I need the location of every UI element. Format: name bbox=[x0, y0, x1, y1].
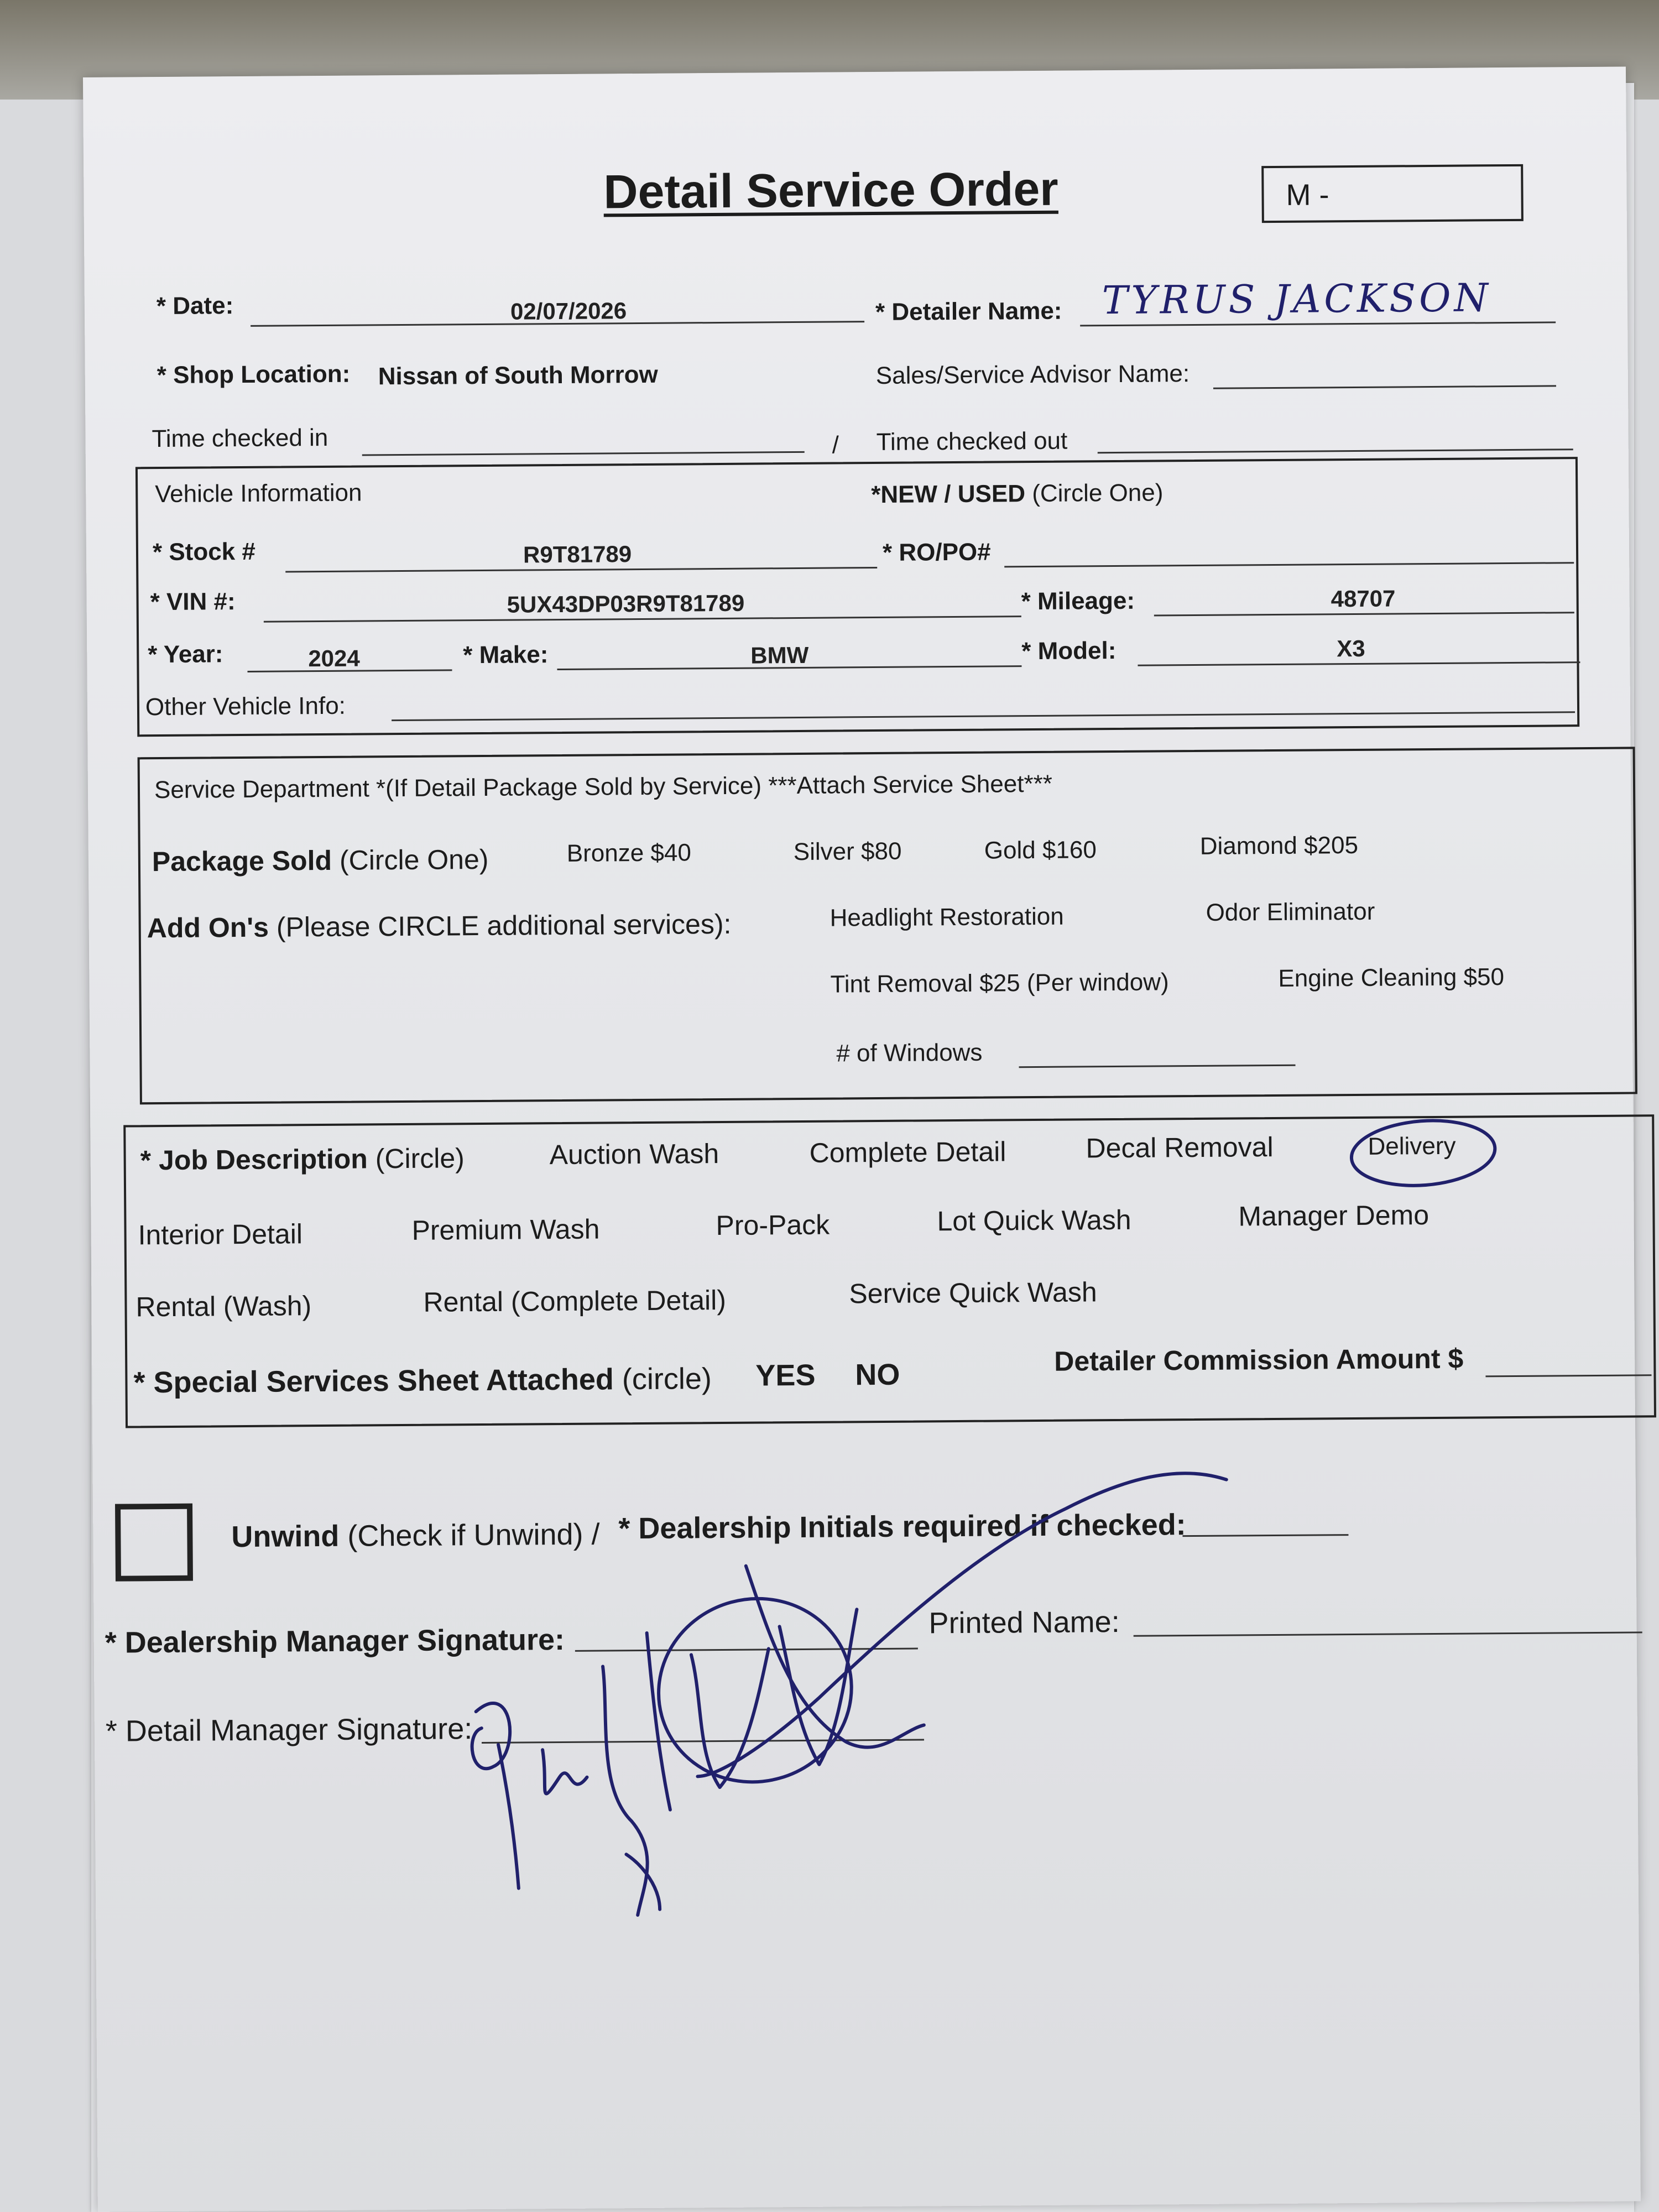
make-value: BMW bbox=[750, 641, 809, 669]
signature-scribble bbox=[458, 1463, 1235, 1966]
package-bronze[interactable]: Bronze $40 bbox=[566, 839, 692, 867]
make-label: * Make: bbox=[463, 641, 549, 669]
special-services-bold: * Special Services Sheet Attached bbox=[133, 1363, 614, 1400]
year-value: 2024 bbox=[308, 645, 360, 672]
job-complete-detail[interactable]: Complete Detail bbox=[809, 1136, 1006, 1168]
job-interior-detail[interactable]: Interior Detail bbox=[138, 1218, 303, 1251]
date-value: 02/07/2026 bbox=[510, 298, 627, 325]
job-label-bold: * Job Description bbox=[140, 1143, 368, 1176]
year-label: * Year: bbox=[148, 640, 223, 669]
date-label: * Date: bbox=[156, 292, 234, 320]
mileage-value: 48707 bbox=[1331, 585, 1396, 612]
job-lot-quick-wash[interactable]: Lot Quick Wash bbox=[937, 1204, 1131, 1237]
special-no[interactable]: NO bbox=[855, 1358, 900, 1392]
order-number-box[interactable] bbox=[1261, 164, 1524, 223]
job-label bbox=[140, 1142, 465, 1176]
time-in-label: Time checked in bbox=[152, 424, 328, 453]
package-label bbox=[152, 843, 489, 878]
addon-odor[interactable]: Odor Eliminator bbox=[1206, 898, 1375, 926]
other-vehicle-label: Other Vehicle Info: bbox=[145, 692, 346, 721]
job-premium-wash[interactable]: Premium Wash bbox=[411, 1213, 600, 1246]
delivery-circle-mark bbox=[1345, 1113, 1501, 1191]
unwind-checkbox[interactable] bbox=[115, 1504, 193, 1582]
vin-label: * VIN #: bbox=[150, 588, 236, 616]
addon-headlight[interactable]: Headlight Restoration bbox=[830, 902, 1064, 932]
detailer-label: * Detailer Name: bbox=[875, 297, 1062, 326]
time-out-label: Time checked out bbox=[876, 427, 1068, 456]
shop-location-label: * Shop Location: bbox=[156, 360, 351, 389]
job-auction-wash[interactable]: Auction Wash bbox=[549, 1138, 719, 1171]
vehicle-section-label: Vehicle Information bbox=[155, 479, 362, 508]
package-silver[interactable]: Silver $80 bbox=[793, 837, 902, 866]
order-number-prefix: M - bbox=[1286, 178, 1329, 212]
printed-name-label: Printed Name: bbox=[928, 1605, 1120, 1640]
new-used-label: *NEW / USED bbox=[871, 480, 1026, 509]
job-decal-removal[interactable]: Decal Removal bbox=[1086, 1131, 1274, 1164]
job-service-quick-wash[interactable]: Service Quick Wash bbox=[849, 1276, 1097, 1310]
package-label-note: (Circle One) bbox=[339, 843, 489, 876]
new-used-note: (Circle One) bbox=[1032, 479, 1164, 508]
detailer-handwritten: TYRUS JACKSON bbox=[1102, 275, 1492, 324]
mileage-label: * Mileage: bbox=[1021, 587, 1135, 615]
ro-label: * RO/PO# bbox=[882, 538, 991, 566]
job-rental-complete[interactable]: Rental (Complete Detail) bbox=[423, 1284, 727, 1318]
job-rental-wash[interactable]: Rental (Wash) bbox=[135, 1290, 312, 1323]
package-label-bold: Package Sold bbox=[152, 844, 332, 878]
addon-tint[interactable]: Tint Removal $25 (Per window) bbox=[830, 968, 1169, 998]
addons-label bbox=[147, 908, 732, 944]
advisor-line[interactable] bbox=[1213, 385, 1556, 389]
job-manager-demo[interactable]: Manager Demo bbox=[1238, 1199, 1430, 1232]
time-in-line[interactable] bbox=[362, 451, 805, 456]
special-yes[interactable]: YES bbox=[755, 1358, 816, 1392]
vin-value: 5UX43DP03R9T81789 bbox=[507, 589, 745, 618]
package-gold[interactable]: Gold $160 bbox=[984, 836, 1097, 864]
time-out-line[interactable] bbox=[1098, 448, 1573, 453]
model-value: X3 bbox=[1337, 635, 1365, 662]
addons-label-note: (Please CIRCLE additional services): bbox=[276, 908, 732, 943]
unwind-note: (Check if Unwind) / bbox=[347, 1517, 600, 1553]
commission-label: Detailer Commission Amount $ bbox=[1054, 1343, 1464, 1377]
stock-value: R9T81789 bbox=[523, 541, 632, 568]
model-label: * Model: bbox=[1021, 637, 1117, 665]
job-pro-pack[interactable]: Pro-Pack bbox=[716, 1209, 830, 1241]
job-label-note: (Circle) bbox=[375, 1142, 465, 1175]
service-header: Service Department *(If Detail Package Sold by Service) ***Attach Service Sheet*** bbox=[154, 770, 1053, 804]
windows-label: # of Windows bbox=[836, 1039, 983, 1067]
time-slash: / bbox=[832, 431, 839, 459]
job-delivery[interactable]: Delivery bbox=[1368, 1132, 1456, 1160]
service-order-form bbox=[83, 67, 1641, 2212]
initials-label: * Dealership Initials required if checked: bbox=[618, 1508, 1186, 1546]
unwind-bold: Unwind bbox=[231, 1519, 340, 1554]
detail-manager-label: * Detail Manager Signature: bbox=[105, 1712, 473, 1748]
package-diamond[interactable]: Diamond $205 bbox=[1199, 831, 1359, 860]
special-services-note: (circle) bbox=[622, 1362, 712, 1396]
special-services-label bbox=[133, 1361, 712, 1400]
shop-location-value: Nissan of South Morrow bbox=[378, 361, 658, 390]
addon-engine[interactable]: Engine Cleaning $50 bbox=[1278, 963, 1505, 992]
form-title: Detail Service Order bbox=[603, 162, 1059, 219]
advisor-label: Sales/Service Advisor Name: bbox=[875, 360, 1190, 390]
new-used-selector[interactable] bbox=[871, 479, 1163, 509]
addons-label-bold: Add On's bbox=[147, 911, 269, 944]
dealership-manager-label: * Dealership Manager Signature: bbox=[105, 1623, 565, 1660]
stock-label: * Stock # bbox=[152, 538, 256, 566]
